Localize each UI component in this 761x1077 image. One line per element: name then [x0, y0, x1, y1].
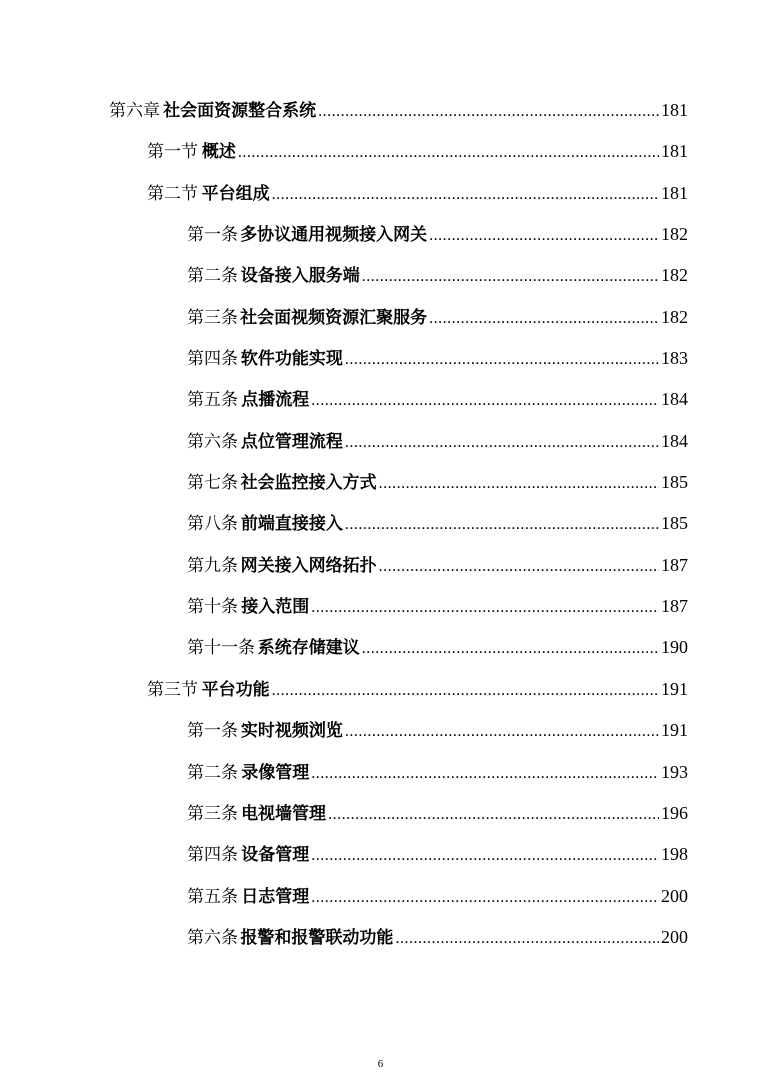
toc-leader-dots	[311, 592, 659, 624]
toc-title: 前端直接接入	[240, 514, 343, 535]
toc-page-number: 182	[661, 306, 688, 327]
toc-prefix: 第九条	[187, 555, 238, 576]
toc-prefix: 第三条	[187, 803, 238, 824]
toc-leader-dots	[379, 551, 659, 583]
toc-article-direct-access[interactable]	[0, 507, 761, 548]
toc-title: 电视墙管理	[241, 803, 327, 824]
toc-article-recording-management[interactable]	[0, 756, 761, 797]
toc-title: 社会面视频资源汇聚服务	[240, 307, 428, 328]
toc-page-number: 183	[661, 348, 688, 369]
toc-article-alarm-linkage[interactable]	[0, 921, 761, 962]
toc-title: 社会监控接入方式	[240, 473, 377, 494]
toc-leader-dots	[429, 220, 659, 252]
toc-leader-dots	[362, 261, 659, 293]
toc-leader-dots	[345, 716, 659, 748]
toc-prefix: 第十一条	[187, 638, 255, 659]
toc-leader-dots	[395, 923, 659, 955]
toc-page-number: 185	[661, 472, 688, 493]
toc-article-vod-flow[interactable]	[0, 383, 761, 424]
toc-article-access-methods[interactable]	[0, 466, 761, 507]
toc-prefix: 第二条	[187, 762, 238, 783]
toc-prefix: 第三条	[187, 307, 238, 328]
toc-leader-dots	[345, 427, 659, 459]
table-of-contents	[0, 94, 761, 962]
toc-title: 点播流程	[241, 390, 310, 411]
toc-title: 录像管理	[241, 762, 310, 783]
toc-prefix: 第二条	[187, 266, 238, 287]
toc-title: 软件功能实现	[240, 349, 343, 370]
toc-title: 日志管理	[241, 886, 310, 907]
toc-leader-dots	[318, 96, 659, 128]
toc-prefix: 第四条	[187, 845, 238, 866]
toc-title: 报警和报警联动功能	[240, 927, 394, 948]
toc-title: 接入范围	[241, 597, 310, 618]
toc-prefix: 第六条	[187, 927, 238, 948]
toc-leader-dots	[311, 758, 659, 790]
toc-leader-dots	[345, 509, 659, 541]
toc-leader-dots	[379, 468, 659, 500]
toc-article-device-management[interactable]	[0, 838, 761, 879]
toc-title: 多协议通用视频接入网关	[240, 225, 428, 246]
toc-article-access-scope[interactable]	[0, 590, 761, 631]
toc-leader-dots	[272, 675, 659, 707]
toc-prefix: 第一节	[147, 142, 198, 163]
toc-leader-dots	[311, 882, 659, 914]
toc-page-number: 184	[661, 389, 688, 410]
toc-page-number: 190	[661, 637, 688, 658]
toc-section-platform-functions[interactable]	[0, 673, 761, 714]
toc-prefix: 第四条	[187, 349, 238, 370]
toc-page-number: 182	[661, 265, 688, 286]
toc-page-number: 181	[661, 182, 688, 203]
toc-page-number: 193	[661, 761, 688, 782]
toc-article-gateway-topology[interactable]	[0, 549, 761, 590]
toc-page-number: 200	[661, 926, 688, 947]
toc-title: 平台组成	[201, 183, 270, 204]
toc-prefix: 第五条	[187, 390, 238, 411]
toc-title: 概述	[201, 142, 236, 163]
toc-page-number: 187	[661, 554, 688, 575]
toc-title: 网关接入网络拓扑	[240, 555, 377, 576]
toc-article-point-management[interactable]	[0, 425, 761, 466]
toc-article-video-aggregation[interactable]	[0, 301, 761, 342]
toc-page-number: 191	[661, 720, 688, 741]
toc-leader-dots	[345, 344, 659, 376]
toc-leader-dots	[311, 840, 659, 872]
toc-prefix: 第五条	[187, 886, 238, 907]
toc-prefix: 第三节	[147, 679, 198, 700]
footer-page-number: 6	[377, 1058, 384, 1070]
toc-leader-dots	[311, 385, 659, 417]
toc-leader-dots	[238, 137, 659, 169]
toc-title: 设备管理	[241, 845, 310, 866]
toc-article-live-video[interactable]	[0, 714, 761, 755]
toc-page-number: 182	[661, 224, 688, 245]
toc-article-log-management[interactable]	[0, 880, 761, 921]
toc-article-tv-wall[interactable]	[0, 797, 761, 838]
toc-title: 社会面资源整合系统	[163, 101, 317, 121]
toc-title: 平台功能	[201, 679, 270, 700]
toc-page-number: 191	[661, 678, 688, 699]
toc-title: 设备接入服务端	[240, 266, 360, 287]
toc-article-software-functions[interactable]	[0, 342, 761, 383]
toc-prefix: 第一条	[187, 225, 238, 246]
toc-prefix: 第六条	[187, 431, 238, 452]
toc-article-gateway[interactable]	[0, 218, 761, 259]
toc-title: 实时视频浏览	[240, 721, 343, 742]
toc-article-storage-suggestion[interactable]	[0, 631, 761, 672]
toc-prefix: 第一条	[187, 721, 238, 742]
toc-leader-dots	[328, 799, 659, 831]
toc-page-number: 200	[661, 885, 688, 906]
toc-page-number: 185	[661, 513, 688, 534]
toc-prefix: 第七条	[187, 473, 238, 494]
toc-title: 点位管理流程	[240, 431, 343, 452]
toc-leader-dots	[362, 633, 659, 665]
toc-title: 系统存储建议	[257, 638, 360, 659]
toc-prefix: 第六章	[109, 101, 160, 121]
toc-leader-dots	[429, 303, 659, 335]
toc-page-number: 184	[661, 430, 688, 451]
toc-section-platform-composition[interactable]	[0, 177, 761, 218]
toc-chapter-6[interactable]	[0, 94, 761, 135]
toc-prefix: 第二节	[147, 183, 198, 204]
toc-section-overview[interactable]	[0, 135, 761, 176]
toc-page-number: 181	[661, 100, 688, 120]
toc-page-number: 196	[661, 802, 688, 823]
toc-prefix: 第八条	[187, 514, 238, 535]
toc-prefix: 第十条	[187, 597, 238, 618]
toc-page-number: 181	[661, 141, 688, 162]
toc-page-number: 198	[661, 844, 688, 865]
toc-leader-dots	[272, 179, 659, 211]
toc-article-device-access-server[interactable]	[0, 259, 761, 300]
toc-page-number: 187	[661, 596, 688, 617]
